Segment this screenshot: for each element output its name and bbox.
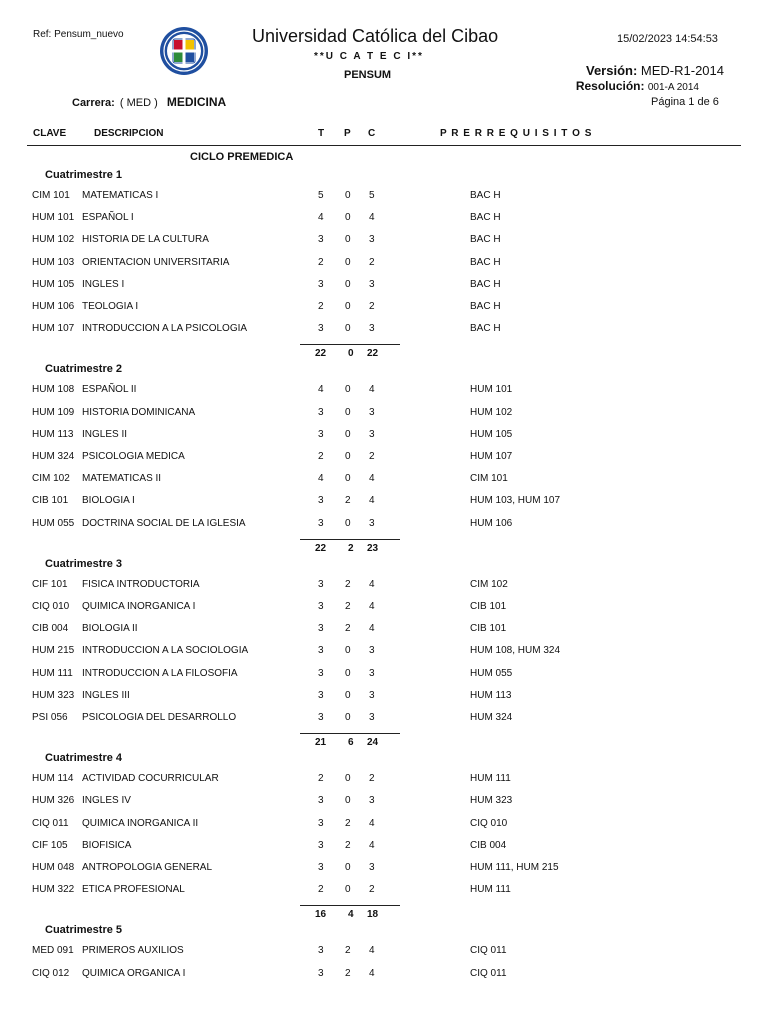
table-row [0, 407, 768, 425]
cycle-title: CICLO PREMEDICA [190, 151, 294, 163]
course-credits: 3 [369, 234, 375, 246]
course-prerequisites: CIB 101 [470, 623, 507, 635]
course-code: HUM 111 [32, 667, 73, 679]
course-theory-hours: 3 [318, 428, 324, 440]
career-name: MEDICINA [166, 95, 227, 109]
course-credits: 3 [369, 645, 375, 657]
version-value: MED-R1-2014 [640, 63, 724, 78]
course-theory-hours: 3 [318, 712, 324, 723]
course-prerequisites: BAC H [470, 278, 501, 290]
course-code: CIQ 010 [32, 601, 70, 612]
course-theory-hours: 4 [318, 473, 324, 485]
page-number: Página 1 de 6 [651, 96, 719, 108]
course-theory-hours: 4 [318, 384, 324, 396]
course-description: BIOLOGIA II [82, 623, 138, 635]
course-description: DOCTRINA SOCIAL DE LA IGLESIA [82, 517, 246, 529]
course-description: QUIMICA ORGANICA I [82, 967, 186, 979]
col-header-descripcion: DESCRIPCION [94, 128, 164, 139]
career-label: Carrera: [72, 97, 115, 109]
course-credits: 5 [369, 190, 375, 201]
col-header-p: P [344, 128, 351, 139]
table-row [0, 301, 768, 319]
total-theory: 22 [315, 542, 327, 554]
course-practice-hours: 2 [345, 945, 351, 957]
course-credits: 4 [369, 384, 375, 396]
course-code: HUM 055 [32, 517, 75, 529]
course-credits: 2 [369, 301, 375, 312]
course-credits: 4 [369, 817, 375, 829]
course-prerequisites: CIQ 010 [470, 817, 508, 829]
course-description: QUIMICA INORGANICA II [82, 817, 199, 829]
semester-title: Cuatrimestre 4 [45, 752, 123, 765]
course-description: ESPAÑOL II [82, 384, 137, 396]
course-theory-hours: 3 [318, 601, 324, 612]
course-prerequisites: HUM 108, HUM 324 [470, 645, 561, 657]
table-row [0, 840, 768, 858]
course-prerequisites: HUM 102 [470, 406, 513, 418]
total-credits: 18 [367, 909, 379, 921]
course-description: MATEMATICAS I [82, 190, 159, 201]
semester-title: Cuatrimestre 1 [45, 169, 123, 181]
course-theory-hours: 3 [318, 795, 324, 807]
course-practice-hours: 2 [345, 578, 351, 590]
course-prerequisites: HUM 105 [470, 428, 513, 440]
course-description: ACTIVIDAD COCURRICULAR [82, 773, 219, 785]
course-practice-hours: 0 [345, 234, 351, 246]
course-practice-hours: 0 [345, 862, 351, 873]
course-code: CIB 101 [32, 495, 69, 507]
course-code: HUM 322 [32, 884, 75, 896]
career-code: ( MED ) [119, 97, 158, 109]
course-practice-hours: 0 [345, 473, 351, 485]
course-code: HUM 106 [32, 301, 75, 312]
course-code: HUM 114 [32, 773, 74, 785]
course-prerequisites: CIM 102 [470, 578, 508, 590]
course-prerequisites: BAC H [470, 212, 501, 224]
course-description: HISTORIA DOMINICANA [82, 406, 196, 418]
course-prerequisites: HUM 111 [470, 884, 511, 896]
course-credits: 4 [369, 212, 375, 224]
course-code: CIM 101 [32, 190, 70, 201]
course-practice-hours: 0 [345, 517, 351, 529]
course-credits: 3 [369, 795, 375, 807]
semester-title: Cuatrimestre 5 [45, 924, 123, 937]
total-credits: 24 [367, 737, 379, 749]
course-theory-hours: 3 [318, 323, 324, 335]
course-practice-hours: 2 [345, 495, 351, 507]
course-description: MATEMATICAS II [82, 473, 162, 485]
course-code: CIM 102 [32, 473, 70, 485]
course-credits: 4 [369, 473, 375, 485]
course-practice-hours: 0 [345, 712, 351, 723]
course-theory-hours: 3 [318, 578, 324, 590]
course-theory-hours: 2 [318, 884, 324, 896]
total-practice: 4 [348, 909, 354, 921]
course-practice-hours: 0 [345, 278, 351, 290]
course-practice-hours: 2 [345, 817, 351, 829]
total-credits: 22 [367, 348, 379, 360]
course-prerequisites: HUM 106 [470, 517, 513, 529]
course-practice-hours: 0 [345, 689, 351, 701]
course-credits: 3 [369, 323, 375, 335]
course-practice-hours: 0 [345, 451, 351, 462]
table-row [0, 279, 768, 297]
col-header-t: T [318, 128, 325, 139]
course-practice-hours: 2 [345, 601, 351, 612]
totals-divider [300, 733, 400, 734]
course-description: INGLES III [82, 689, 130, 701]
course-theory-hours: 3 [318, 517, 324, 529]
col-header-clave: CLAVE [33, 128, 67, 139]
course-theory-hours: 2 [318, 256, 324, 268]
course-practice-hours: 0 [345, 406, 351, 418]
course-practice-hours: 0 [345, 384, 351, 396]
course-description: ORIENTACION UNIVERSITARIA [82, 256, 230, 268]
semester-title: Cuatrimestre 2 [45, 363, 123, 376]
table-row [0, 945, 768, 963]
course-credits: 4 [369, 601, 375, 612]
course-theory-hours: 3 [318, 862, 324, 873]
course-credits: 2 [369, 884, 375, 896]
print-datetime: 15/02/2023 14:54:53 [617, 33, 718, 45]
total-practice: 2 [348, 542, 354, 554]
course-prerequisites: BAC H [470, 323, 501, 335]
course-theory-hours: 5 [318, 190, 324, 201]
course-practice-hours: 0 [345, 256, 351, 268]
course-description: ESPAÑOL I [82, 212, 134, 224]
table-row [0, 623, 768, 641]
resolution-value: 001-A 2014 [647, 82, 699, 93]
course-code: HUM 103 [32, 256, 75, 268]
course-description: BIOLOGIA I [82, 495, 135, 507]
course-prerequisites: CIQ 011 [470, 967, 507, 979]
course-prerequisites: HUM 101 [470, 384, 513, 396]
course-theory-hours: 3 [318, 234, 324, 246]
table-row [0, 451, 768, 469]
semester-title: Cuatrimestre 3 [45, 557, 123, 570]
course-theory-hours: 2 [318, 301, 324, 312]
course-code: CIB 004 [32, 623, 69, 635]
course-prerequisites: BAC H [470, 301, 501, 312]
table-row [0, 862, 768, 880]
table-row [0, 773, 768, 791]
course-prerequisites: CIB 004 [470, 839, 507, 851]
course-practice-hours: 0 [345, 773, 351, 785]
course-prerequisites: HUM 324 [470, 712, 513, 723]
course-description: QUIMICA INORGANICA I [82, 601, 196, 612]
course-prerequisites: CIM 101 [470, 473, 508, 485]
course-practice-hours: 0 [345, 190, 351, 201]
course-prerequisites: CIB 101 [470, 601, 507, 612]
course-credits: 4 [369, 495, 375, 507]
table-row [0, 234, 768, 252]
course-code: HUM 105 [32, 278, 75, 290]
course-code: HUM 101 [32, 212, 75, 224]
course-practice-hours: 0 [345, 667, 351, 679]
total-theory: 16 [315, 909, 327, 921]
col-header-prerrequisitos: P R E R R E Q U I S I T O S [440, 128, 593, 139]
course-code: HUM 215 [32, 645, 75, 657]
course-code: CIF 105 [32, 839, 68, 851]
course-code: HUM 048 [32, 862, 75, 873]
course-code: HUM 109 [32, 406, 75, 418]
course-theory-hours: 3 [318, 689, 324, 701]
resolution-label: Resolución: [575, 79, 645, 93]
course-practice-hours: 0 [345, 795, 351, 807]
course-credits: 3 [369, 689, 375, 701]
table-row [0, 473, 768, 491]
course-description: TEOLOGIA I [82, 301, 139, 312]
course-description: INGLES II [82, 428, 128, 440]
course-description: INGLES IV [82, 795, 131, 807]
course-credits: 4 [369, 945, 375, 957]
table-row [0, 429, 768, 447]
course-theory-hours: 3 [318, 278, 324, 290]
course-prerequisites: HUM 103, HUM 107 [470, 495, 561, 507]
course-code: CIQ 011 [32, 817, 69, 829]
course-code: HUM 102 [32, 234, 75, 246]
table-row [0, 712, 768, 730]
totals-divider [300, 539, 400, 540]
course-theory-hours: 2 [318, 451, 324, 462]
course-code: HUM 326 [32, 795, 75, 807]
course-description: INGLES I [82, 278, 125, 290]
course-description: INTRODUCCION A LA FILOSOFIA [82, 667, 238, 679]
table-row [0, 212, 768, 230]
course-code: CIF 101 [32, 578, 68, 590]
table-row [0, 690, 768, 708]
course-code: HUM 113 [32, 428, 74, 440]
course-prerequisites: HUM 113 [470, 689, 512, 701]
course-code: HUM 108 [32, 384, 75, 396]
course-theory-hours: 3 [318, 667, 324, 679]
course-credits: 2 [369, 451, 375, 462]
totals-divider [300, 905, 400, 906]
course-credits: 3 [369, 712, 375, 723]
table-row [0, 968, 768, 986]
course-prerequisites: HUM 107 [470, 451, 513, 462]
course-credits: 2 [369, 773, 375, 785]
course-theory-hours: 3 [318, 495, 324, 507]
table-row [0, 818, 768, 836]
total-practice: 0 [348, 348, 354, 360]
course-credits: 4 [369, 967, 375, 979]
course-prerequisites: HUM 323 [470, 795, 513, 807]
course-theory-hours: 4 [318, 212, 324, 224]
course-practice-hours: 2 [345, 967, 351, 979]
course-theory-hours: 3 [318, 645, 324, 657]
course-description: PSICOLOGIA MEDICA [82, 451, 185, 462]
course-credits: 4 [369, 578, 375, 590]
col-header-c: C [368, 128, 376, 139]
course-description: ANTROPOLOGIA GENERAL [82, 862, 213, 873]
course-theory-hours: 3 [318, 945, 324, 957]
version-label: Versión: [585, 63, 638, 78]
total-theory: 21 [315, 737, 327, 749]
university-acronym: **U C A T E C I** [314, 51, 424, 62]
course-theory-hours: 2 [318, 773, 324, 785]
table-row [0, 384, 768, 402]
course-theory-hours: 3 [318, 623, 324, 635]
course-practice-hours: 0 [345, 212, 351, 224]
course-credits: 3 [369, 862, 375, 873]
course-practice-hours: 0 [345, 301, 351, 312]
course-credits: 3 [369, 428, 375, 440]
university-name: Universidad Católica del Cibao [252, 26, 499, 46]
course-description: PRIMEROS AUXILIOS [82, 945, 184, 957]
course-code: CIQ 012 [32, 967, 70, 979]
total-credits: 23 [367, 542, 379, 554]
course-credits: 4 [369, 839, 375, 851]
table-row [0, 518, 768, 536]
course-code: PSI 056 [32, 712, 68, 723]
course-code: HUM 107 [32, 323, 75, 335]
course-description: HISTORIA DE LA CULTURA [82, 234, 209, 246]
course-credits: 2 [369, 256, 375, 268]
course-description: INTRODUCCION A LA SOCIOLOGIA [82, 645, 249, 657]
table-row [0, 495, 768, 513]
course-practice-hours: 0 [345, 428, 351, 440]
course-practice-hours: 0 [345, 884, 351, 896]
table-row [0, 257, 768, 275]
course-practice-hours: 2 [345, 839, 351, 851]
course-prerequisites: HUM 111 [470, 773, 511, 785]
course-credits: 3 [369, 667, 375, 679]
course-credits: 3 [369, 517, 375, 529]
table-row [0, 795, 768, 813]
course-practice-hours: 2 [345, 623, 351, 635]
document-title: PENSUM [344, 69, 392, 81]
course-practice-hours: 0 [345, 323, 351, 335]
table-row [0, 579, 768, 597]
course-theory-hours: 3 [318, 967, 324, 979]
course-description: ETICA PROFESIONAL [82, 884, 185, 896]
totals-divider [300, 344, 400, 345]
total-practice: 6 [348, 737, 354, 749]
course-credits: 3 [369, 406, 375, 418]
course-description: BIOFISICA [82, 839, 132, 851]
table-row [0, 645, 768, 663]
table-row [0, 884, 768, 902]
course-prerequisites: HUM 055 [470, 667, 513, 679]
table-row [0, 601, 768, 619]
table-row [0, 190, 768, 208]
course-practice-hours: 0 [345, 645, 351, 657]
course-credits: 3 [369, 278, 375, 290]
course-theory-hours: 3 [318, 817, 324, 829]
course-code: MED 091 [32, 945, 74, 957]
course-prerequisites: BAC H [470, 190, 501, 201]
course-code: HUM 323 [32, 689, 75, 701]
course-theory-hours: 3 [318, 406, 324, 418]
course-description: PSICOLOGIA DEL DESARROLLO [82, 712, 237, 723]
course-code: HUM 324 [32, 451, 75, 462]
total-theory: 22 [315, 348, 327, 360]
course-prerequisites: BAC H [470, 256, 501, 268]
course-credits: 4 [369, 623, 375, 635]
course-prerequisites: BAC H [470, 234, 501, 246]
course-description: INTRODUCCION A LA PSICOLOGIA [82, 323, 248, 335]
course-prerequisites: HUM 111, HUM 215 [470, 862, 559, 873]
course-theory-hours: 3 [318, 839, 324, 851]
ref-label: Ref: Pensum_nuevo [33, 29, 124, 40]
course-prerequisites: CIQ 011 [470, 945, 507, 957]
course-description: FISICA INTRODUCTORIA [82, 578, 200, 590]
table-row [0, 668, 768, 686]
table-row [0, 323, 768, 341]
